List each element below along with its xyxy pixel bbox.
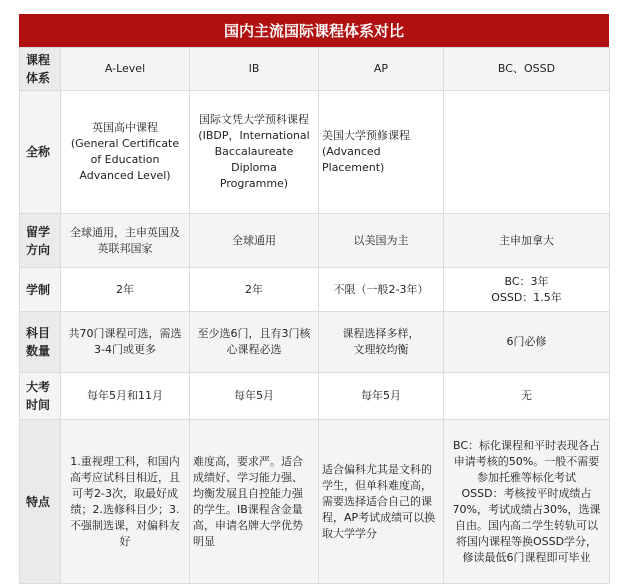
cell-ap: 不限（一般2-3年） xyxy=(319,268,444,312)
col-header-ib: IB xyxy=(190,48,319,91)
cell-alevel: 1.重视理工科，和国内 高考应试科目相近，且 可考2-3次，取最好成 绩；2.选修科目少；3. 不强制选课，对偏科友 好 xyxy=(61,420,190,584)
row-label: 全称 xyxy=(20,91,61,214)
cell-ib: 全球通用 xyxy=(190,214,319,268)
row-label: 特点 xyxy=(20,420,61,584)
cell-bc-ossd: BC：标化课程和平时表现各占 申请考核的50%。一般不需要 参加托雅等标化考试 OSSD：考核按平时成绩占 70%，考试成绩占30%，选课 自由。国内高二学生转轨可以 将国内课程等换OSSD学分， 修读最低6门课程即可毕业 xyxy=(444,420,610,584)
cell-ib: 至少选6门，且有3门核 心课程必选 xyxy=(190,312,319,373)
table-title: 国内主流国际课程体系对比 xyxy=(19,14,609,47)
cell-alevel: 每年5月和11月 xyxy=(61,373,190,420)
row-features xyxy=(20,420,610,584)
cell-ib: 国际文凭大学预科课程 (IBDP，International Baccalaureate Diploma Programme) xyxy=(190,91,319,214)
cell-ib: 每年5月 xyxy=(190,373,319,420)
col-header-ap: AP xyxy=(319,48,444,91)
row-destination xyxy=(20,214,610,268)
row-duration xyxy=(20,268,610,312)
cell-alevel: 共70门课程可选，需选 3-4门或更多 xyxy=(61,312,190,373)
col-header-bc-ossd: BC、OSSD xyxy=(444,48,610,91)
cell-ap: 适合偏科尤其是文科的 学生，但单科难度高， 需要选择适合自己的课 程，AP考试成绩可以换 取大学学分 xyxy=(319,420,444,584)
row-exam-time xyxy=(20,373,610,420)
cell-bc-ossd: 主申加拿大 xyxy=(444,214,610,268)
header-row xyxy=(20,48,610,91)
row-full-name xyxy=(20,91,610,214)
row-subjects xyxy=(20,312,610,373)
cell-ap: 以美国为主 xyxy=(319,214,444,268)
row-label: 留学方向 xyxy=(20,214,61,268)
cell-alevel: 2年 xyxy=(61,268,190,312)
row-label: 大考时间 xyxy=(20,373,61,420)
cell-ap: 每年5月 xyxy=(319,373,444,420)
col-header-alevel: A-Level xyxy=(61,48,190,91)
cell-bc-ossd xyxy=(444,91,610,214)
cell-ib: 2年 xyxy=(190,268,319,312)
cell-bc-ossd: 6门必修 xyxy=(444,312,610,373)
cell-ap: 美国大学预修课程 (Advanced Placement) xyxy=(319,91,444,214)
cell-bc-ossd: 无 xyxy=(444,373,610,420)
header-label: 课程体系 xyxy=(20,48,61,91)
cell-alevel: 全球通用，主申英国及 英联邦国家 xyxy=(61,214,190,268)
row-label: 科目数量 xyxy=(20,312,61,373)
cell-alevel: 英国高中课程 (General Certificate of Education Advanced Level) xyxy=(61,91,190,214)
comparison-table xyxy=(19,47,610,584)
cell-ap: 课程选择多样， 文理较均衡 xyxy=(319,312,444,373)
cell-ib: 难度高，要求严。适合 成绩好、学习能力强、 均衡发展且自控能力强 的学生。IB课程含金量 高，申请名牌大学优势 明显 xyxy=(190,420,319,584)
cell-bc-ossd: BC：3年 OSSD：1.5年 xyxy=(444,268,610,312)
row-label: 学制 xyxy=(20,268,61,312)
